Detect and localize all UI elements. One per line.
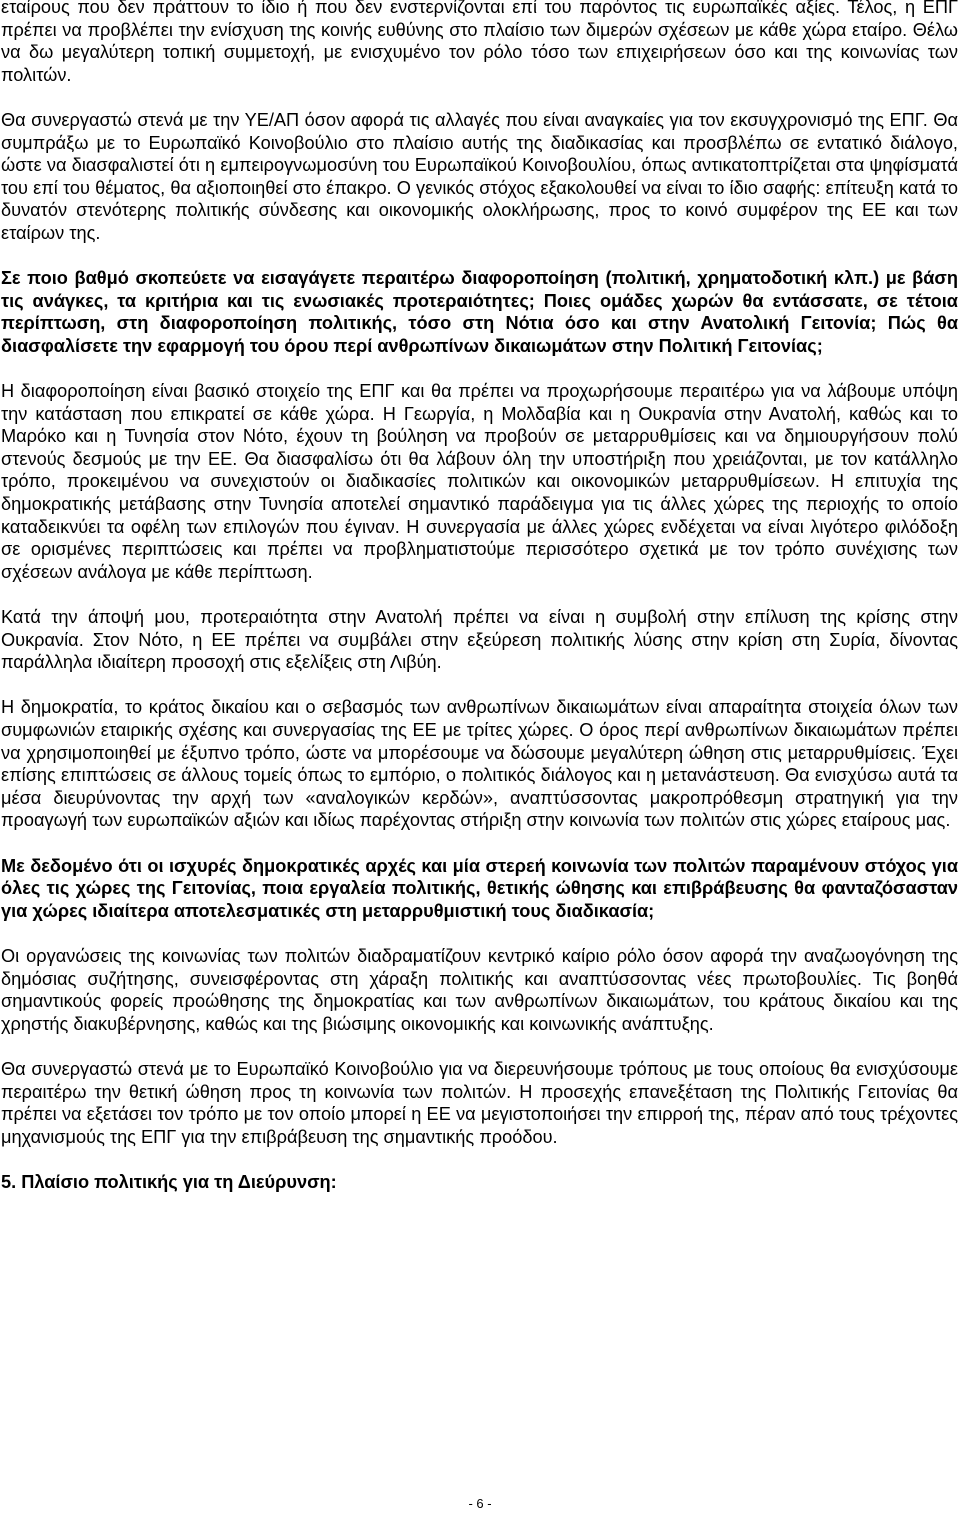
- paragraph-cooperation-hrvp: Θα συνεργαστώ στενά με την ΥΕ/ΑΠ όσον αφορά τις αλλαγές που είναι αναγκαίες για τον εκσυγχρονισμό της ΕΠΓ. Θα συμπράξω με το Ευρωπαϊκό Κοινοβούλιο στο πλαίσιο αυτής της διαδικασίας και προσβλέπω σε εντατικό διάλογο, ώστε να διασφαλιστεί ότι η εμπειρογνωμοσύνη του Ευρωπαϊκού Κοινοβουλίου, όπως αντικατοπτρίζεται στα ψηφίσματά του επί του θέματος, θα αξιοποιηθεί στο έπακρο. Ο γενικός στόχος εξακολουθεί να είναι το ίδιο σαφής: επίτευξη κατά το δυνατόν στενότερης πολιτικής σύνδεσης και οικονομικής ολοκλήρωσης, προς το κοινό συμφέρον της ΕΕ και των εταίρων της.: [1, 109, 958, 243]
- paragraph-parliament-cooperation: Θα συνεργαστώ στενά με το Ευρωπαϊκό Κοινοβούλιο για να διερευνήσουμε τρόπους με τους οποίους θα ενισχύσουμε περαιτέρω την θετική ώθηση προς τη κοινωνία των πολιτών. Η προσεχής επανεξέταση της Πολιτικής Γειτονίας θα πρέπει να εξετάσει τον τρόπο με τον οποίο μπορεί η ΕΕ να μεγιστοποιήσει την επιρροή της, πέραν από τους τρέχοντες μηχανισμούς της ΕΠΓ για την επιβράβευση της σημαντικής προόδου.: [1, 1058, 958, 1147]
- document-body: [1, 0, 958, 1216]
- paragraph-east-south-priorities: Κατά την άποψή μου, προτεραιότητα στην Ανατολή πρέπει να είναι η συμβολή στην επίλυση της κρίσης στην Ουκρανία. Στον Νότο, η ΕΕ πρέπει να συμβάλει στην εξεύρεση πολιτικής λύσης στην κρίση στη Συρία, δίνοντας παράλληλα ιδιαίτερη προσοχή στις εξελίξεις στη Λιβύη.: [1, 607, 958, 673]
- question-differentiation: Σε ποιο βαθμό σκοπεύετε να εισαγάγετε περαιτέρω διαφοροποίηση (πολιτική, χρηματοδοτική κλπ.) με βάση τις ανάγκες, τα κριτήρια και τις ενωσιακές προτεραιότητες; Ποιες ομάδες χωρών θα εντάσσατε, σε τέτοια περίπτωση, στη διαφοροποίηση πολιτικής, τόσο στη Νότια όσο και στην Ανατολική Γειτονία; Πώς θα διασφαλίσετε την εφαρμογή του όρου περί ανθρωπίνων δικαιωμάτων στην Πολιτική Γειτονίας;: [1, 268, 958, 356]
- question-civil-society: Με δεδομένο ότι οι ισχυρές δημοκρατικές αρχές και μία στερεή κοινωνία των πολιτών παραμένουν στόχος για όλες τις χώρες της Γειτονίας, ποια εργαλεία πολιτικής, θετικής ώθησης και επιβράβευσης θα φανταζόσασταν για χώρες ιδιαίτερα αποτελεσματικές στη μεταρρυθμιστική τους διαδικασία;: [1, 855, 958, 921]
- paragraph-neighbourhood-partnership: εταίρους που δεν πράττουν το ίδιο ή που δεν ενστερνίζονται επί του παρόντος τις ευρωπαϊκές αξίες. Τέλος, η ΕΠΓ πρέπει να προβλέπει την ενίσχυση της κοινής ευθύνης στο πλαίσιο των διμερών σχέσεων με κάθε χώρα εταίρο. Θέλω να δω μεγαλύτερη τοπική συμμετοχή, με ενισχυμένο τον ρόλο τόσο των επιχειρήσεων όσο και της κοινωνίας των πολιτών.: [1, 0, 958, 85]
- page-number: - 6 -: [468, 1496, 492, 1511]
- paragraph-human-rights: Η δημοκρατία, το κράτος δικαίου και ο σεβασμός των ανθρωπίνων δικαιωμάτων είναι απαραίτητα στοιχεία όλων των συμφωνιών εταιρικής σχέσης και συνεργασίας της ΕΕ με τρίτες χώρες. Ο όρος περί ανθρωπίνων δικαιωμάτων πρέπει να χρησιμοποιηθεί με έξυπνο τρόπο, ώστε να μπορέσουμε να δώσουμε μεγαλύτερη ώθηση στις μεταρρυθμίσεις. Έχει επίσης επιπτώσεις σε άλλους τομείς όπως το εμπόριο, ο πολιτικός διάλογος και η μετανάστευση. Θα ενισχύσω αυτά τα μέσα διευρύνοντας την αρχή των «αναλογικών κερδών», αναπτύσσοντας μακροπρόθεσμη στρατηγική για την προαγωγή των ευρωπαϊκών αξιών και ιδίως παρέχοντας στήριξη στην κοινωνία των πολιτών στις χώρες εταίρους μας.: [1, 697, 958, 831]
- paragraph-civil-society-role: Οι οργανώσεις της κοινωνίας των πολιτών διαδραματίζουν κεντρικό καίριο ρόλο όσον αφορά την αναζωογόνηση της δημόσιας συζήτησης, συνεισφέροντας στη χάραξη πολιτικής και αναπτύσσοντας νέες πρωτοβουλίες. Τις βοηθά σημαντικούς φορείς προώθησης της δημοκρατίας και των ανθρωπίνων δικαιωμάτων, του κράτους δικαίου και της χρηστής διακυβέρνησης, καθώς και της βιώσιμης οικονομικής και κοινωνικής ανάπτυξης.: [1, 945, 958, 1034]
- paragraph-differentiation-answer: Η διαφοροποίηση είναι βασικό στοιχείο της ΕΠΓ και θα πρέπει να προχωρήσουμε περαιτέρω για να λάβουμε υπόψη την κατάσταση που επικρατεί σε κάθε χώρα. Η Γεωργία, η Μολδαβία και η Ουκρανία στην Ανατολή, καθώς και το Μαρόκο και η Τυνησία στον Νότο, έχουν τη βούληση να προβούν σε μεταρρυθμίσεις και να δημιουργήσουν πολύ στενούς δεσμούς με την ΕΕ. Θα διασφαλίσω ότι θα λάβουν όλη την υποστήριξη που χρειάζονται, με τον κατάλληλο τρόπο, προκειμένου να συνεχιστούν οι διαδικασίες πολιτικών και οικονομικών μεταρρυθμίσεων. Η επιτυχία της δημοκρατικής μετάβασης στην Τυνησία αποτελεί σημαντικό παράδειγμα για τις άλλες χώρες της περιοχής το οποίο καταδεικνύει τα οφέλη των επιλογών που έγιναν. Η συνεργασία με άλλες χώρες ενδέχεται να είναι λιγότερο φιλόδοξη σε ορισμένες περιπτώσεις και πρέπει να προβληματιστούμε περισσότερο σχετικά με τον τρόπο συνέχισης των σχέσεων ανάλογα με κάθε περίπτωση.: [1, 381, 958, 582]
- section-heading-enlargement: 5. Πλαίσιο πολιτικής για τη Διεύρυνση:: [1, 1171, 337, 1192]
